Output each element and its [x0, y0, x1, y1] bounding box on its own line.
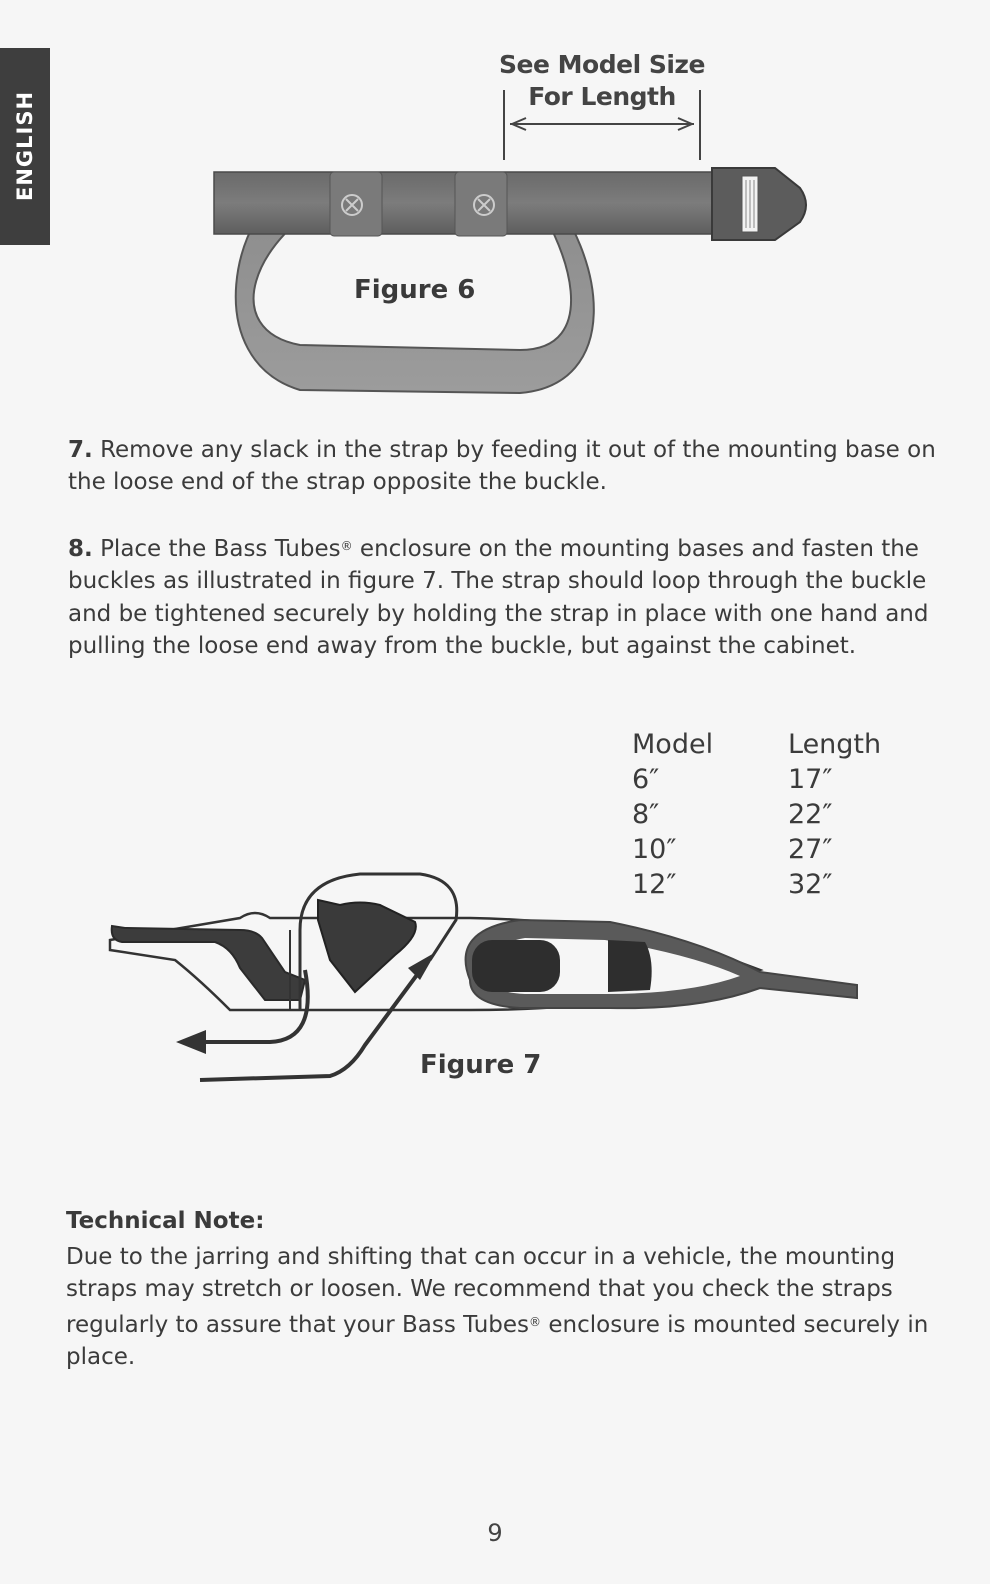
registered-mark: ®: [529, 1314, 542, 1329]
language-tab-label: ENGLISH: [13, 90, 37, 202]
model-cell: 6″: [632, 764, 660, 795]
technical-note-text: [66, 1241, 946, 1373]
callout-line-2: For Length: [528, 82, 676, 111]
step-7-number: 7.: [68, 437, 93, 463]
buckle-icon: [712, 168, 806, 240]
length-cell: 17″: [788, 764, 833, 795]
model-cell: 10″: [632, 834, 677, 865]
step-8-number: 8.: [68, 536, 93, 562]
step-7-text: Remove any slack in the strap by feeding it out of the mounting base on the loose end of the strap opposite the buckle.: [68, 437, 936, 496]
model-cell: 12″: [632, 869, 677, 900]
step-8-text-before: Place the Bass Tubes: [100, 536, 341, 562]
diagonal-arrow: [200, 960, 428, 1080]
model-header: Model: [632, 729, 714, 760]
mounting-base-right: [608, 940, 652, 992]
callout-line-1: See Model Size: [499, 50, 705, 79]
length-header: Length: [788, 729, 882, 760]
mounting-base-left: [330, 172, 382, 236]
page-number: 9: [487, 1519, 503, 1547]
mounting-base-right: [455, 172, 507, 236]
length-cell: 22″: [788, 799, 833, 830]
technical-note-text-after: enclosure is mounted securely in place.: [66, 1311, 929, 1370]
registered-mark: ®: [340, 539, 353, 553]
length-cell: 27″: [788, 834, 833, 865]
figure6-label: Figure 6: [354, 275, 476, 305]
technical-note-text-before: Due to the jarring and shifting that can occur in a vehicle, the mounting straps may stretch or loosen. We recommend that you check the straps regularly to assure that your Bass Tubes: [66, 1244, 896, 1338]
technical-note-heading: Technical Note:: [66, 1208, 265, 1234]
step-8: [68, 530, 948, 662]
figure7-label: Figure 7: [420, 1050, 542, 1080]
step-8-text-after: enclosure on the mounting bases and fasten the buckles as illustrated in figure 7. The strap should loop through the buckle and be tightened securely by holding the strap in place with one hand and pulling the loose end away from the buckle, but against the cabinet.: [68, 536, 929, 659]
mounting-base-left: [472, 940, 560, 992]
step-7: [68, 434, 938, 499]
length-cell: 32″: [788, 869, 833, 900]
buckle-icon: [318, 900, 416, 992]
dimension-arrow: [504, 90, 700, 160]
figure6-illustration: [0, 0, 990, 420]
model-cell: 8″: [632, 799, 660, 830]
